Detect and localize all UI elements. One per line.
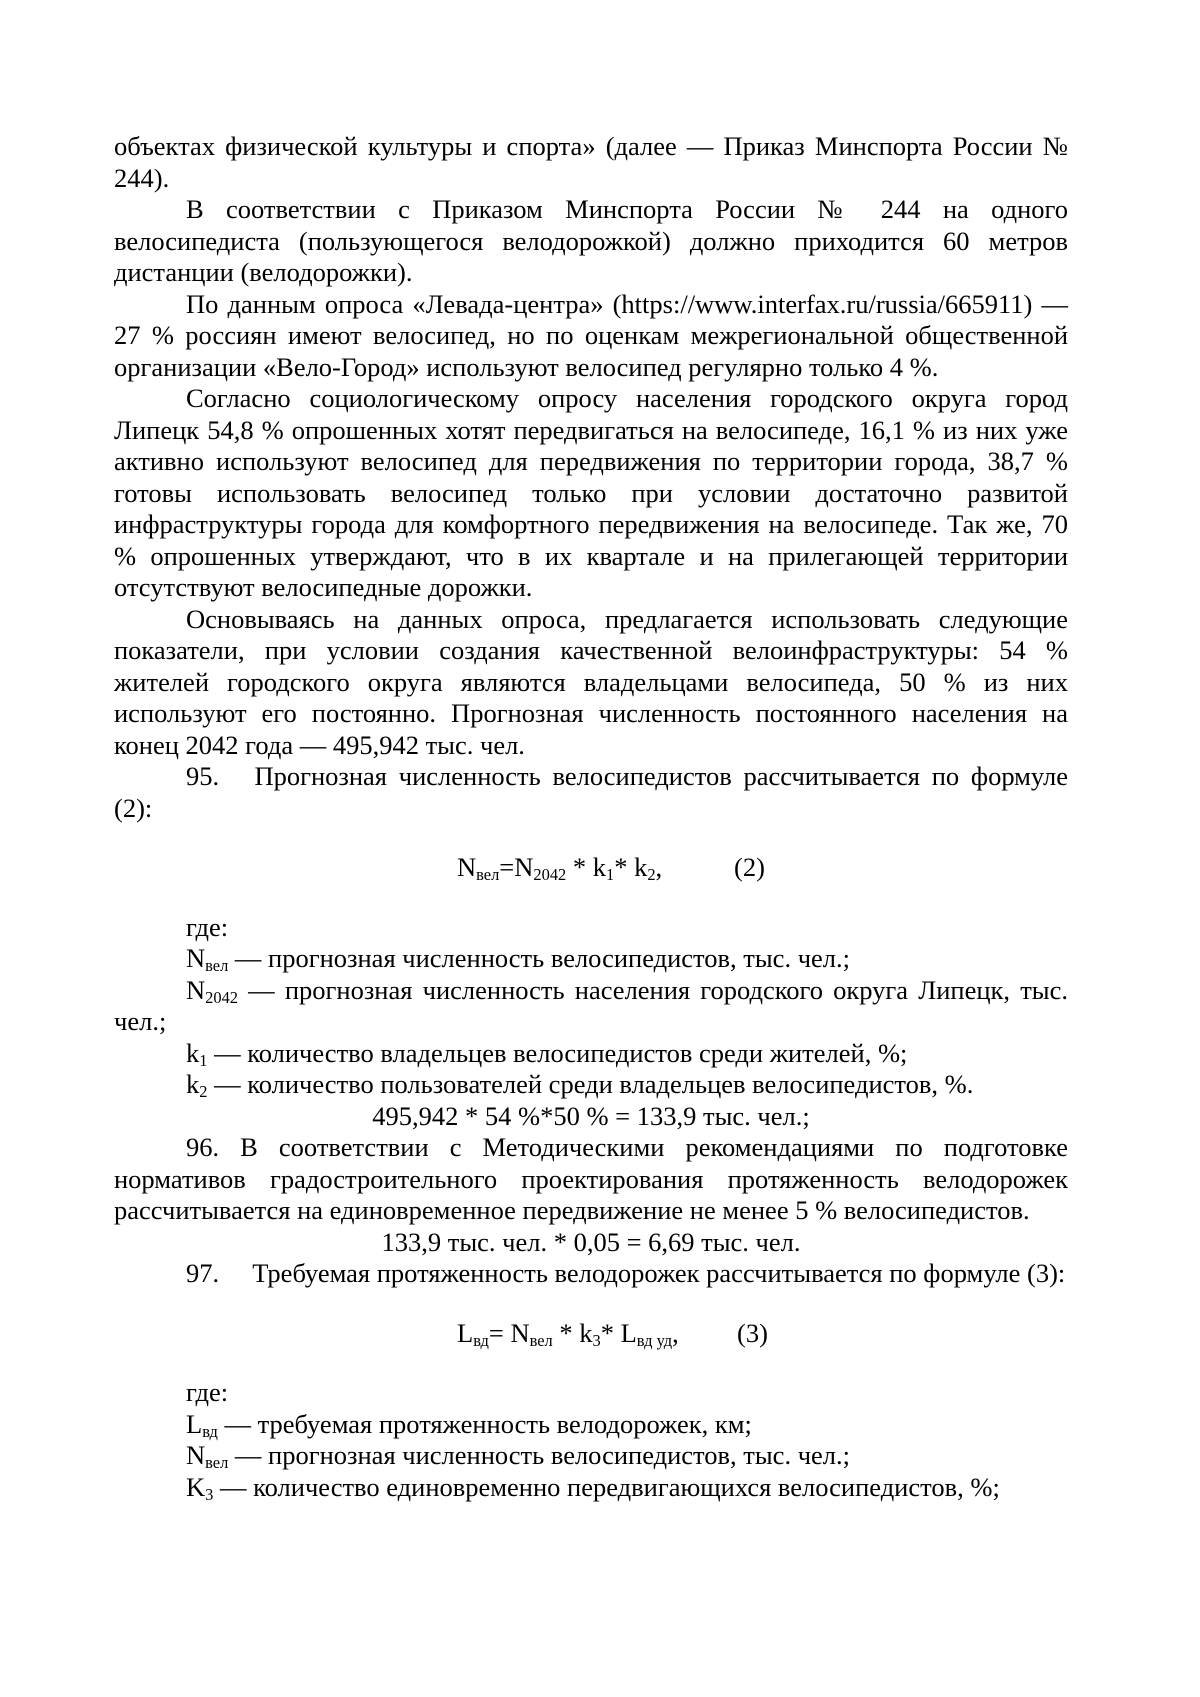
definition: $N_{вел}$ — прогнозная численность велосипедистов, тыс. чел.; <box>186 943 850 976</box>
formula-expression: $L_{вд}= N_{вел} * k_3*$ $L_{вд уд}$, <box>457 1317 679 1350</box>
list-item-95 <box>114 761 1068 824</box>
item-number: 97. <box>186 1258 220 1288</box>
item-number: 95. <box>186 761 220 791</box>
where-label: где: <box>186 911 229 942</box>
list-item-96: 96. В соответствии с Методическими рекомендациями по подготовке нормативов градостроительного проектирования протяженность велодорожек рассчитывается на единовременное передвижение не менее 5 % велосипедистов. <box>114 1132 1068 1225</box>
paragraph: объектах физической культуры и спорта» (далее — Приказ Минспорта России № 244). <box>114 131 1068 193</box>
formula-3 <box>114 1318 1068 1350</box>
formula-number: (3) <box>737 1317 768 1348</box>
formula-number: (2) <box>734 852 765 882</box>
formula-expression: $N_{вел}=N_{2042} * k_1*$ $k_2$, <box>457 852 663 885</box>
paragraph: В соответствии с Приказом Минспорта России № 244 на одного велосипедиста (пользующегося велодорожкой) должно приходится 60 метров дистанции (велодорожки). <box>114 194 1068 287</box>
paragraph: Основываясь на данных опроса, предлагается использовать следующие показатели, при условии создания качественной велоинфраструктуры: 54 % жителей городского округа являются владельцами велосипеда, 50 % из них используют его постоянно. Прогнозная численность постоянного населения на конец 2042 года — 495,942 тыс. чел. <box>114 603 1068 760</box>
where-label: где: <box>186 1377 229 1407</box>
definition: $N_{вел}$ — прогнозная численность велосипедистов, тыс. чел.; <box>186 1440 850 1473</box>
document-page <box>114 131 1068 1503</box>
definition: $K_3$ — количество единовременно передвигающихся велосипедистов, %; <box>186 1471 1000 1504</box>
paragraph: По данным опроса «Левада-центра» (https://www.interfax.ru/russia/665911) — 27 % россиян имеют велосипед, но по оценкам межрегиональной общественной организации «Вело-Город» используют велосипед регулярно только 4 %. <box>114 288 1068 382</box>
paragraph: Согласно социологическому опросу населения городского округа город Липецк 54,8 % опрошенных хотят передвигаться на велосипеде, 16,1 % из них уже активно используют велосипед для передвижения по территории города, 38,7 % готовы использовать велосипед только при условии достаточно развитой инфраструктуры города для комфортного передвижения на велосипеде. Так же, 70 % опрошенных утверждают, что в их квартале и на прилегающей территории отсутствуют велосипедные дорожки. <box>114 383 1068 602</box>
calculation: 495,942 * 54 %*50 % = 133,9 тыс. чел.; <box>372 1100 810 1131</box>
calculation: 133,9 тыс. чел. * 0,05 = 6,69 тыс. чел. <box>381 1226 801 1257</box>
definition: $L_{вд}$ — требуемая протяженность велодорожек, км; <box>186 1408 752 1441</box>
definition: $k_2$ — количество пользователей среди владельцев велосипедистов, %. <box>186 1069 974 1102</box>
item-text: Прогнозная численность велосипедистов рассчитывается по формуле (2): <box>114 761 1069 823</box>
item-text: Требуемая протяженность велодорожек рассчитывается по формуле (3): <box>252 1258 1066 1288</box>
formula-2 <box>114 852 1068 884</box>
list-item-97 <box>114 1258 1068 1290</box>
definition: $k_1$ — количество владельцев велосипедистов среди жителей, %; <box>186 1037 908 1070</box>
definition: $N_{2042}$ — прогнозная численность населения городского округа Липецк, тыс. чел.; <box>114 974 1068 1036</box>
